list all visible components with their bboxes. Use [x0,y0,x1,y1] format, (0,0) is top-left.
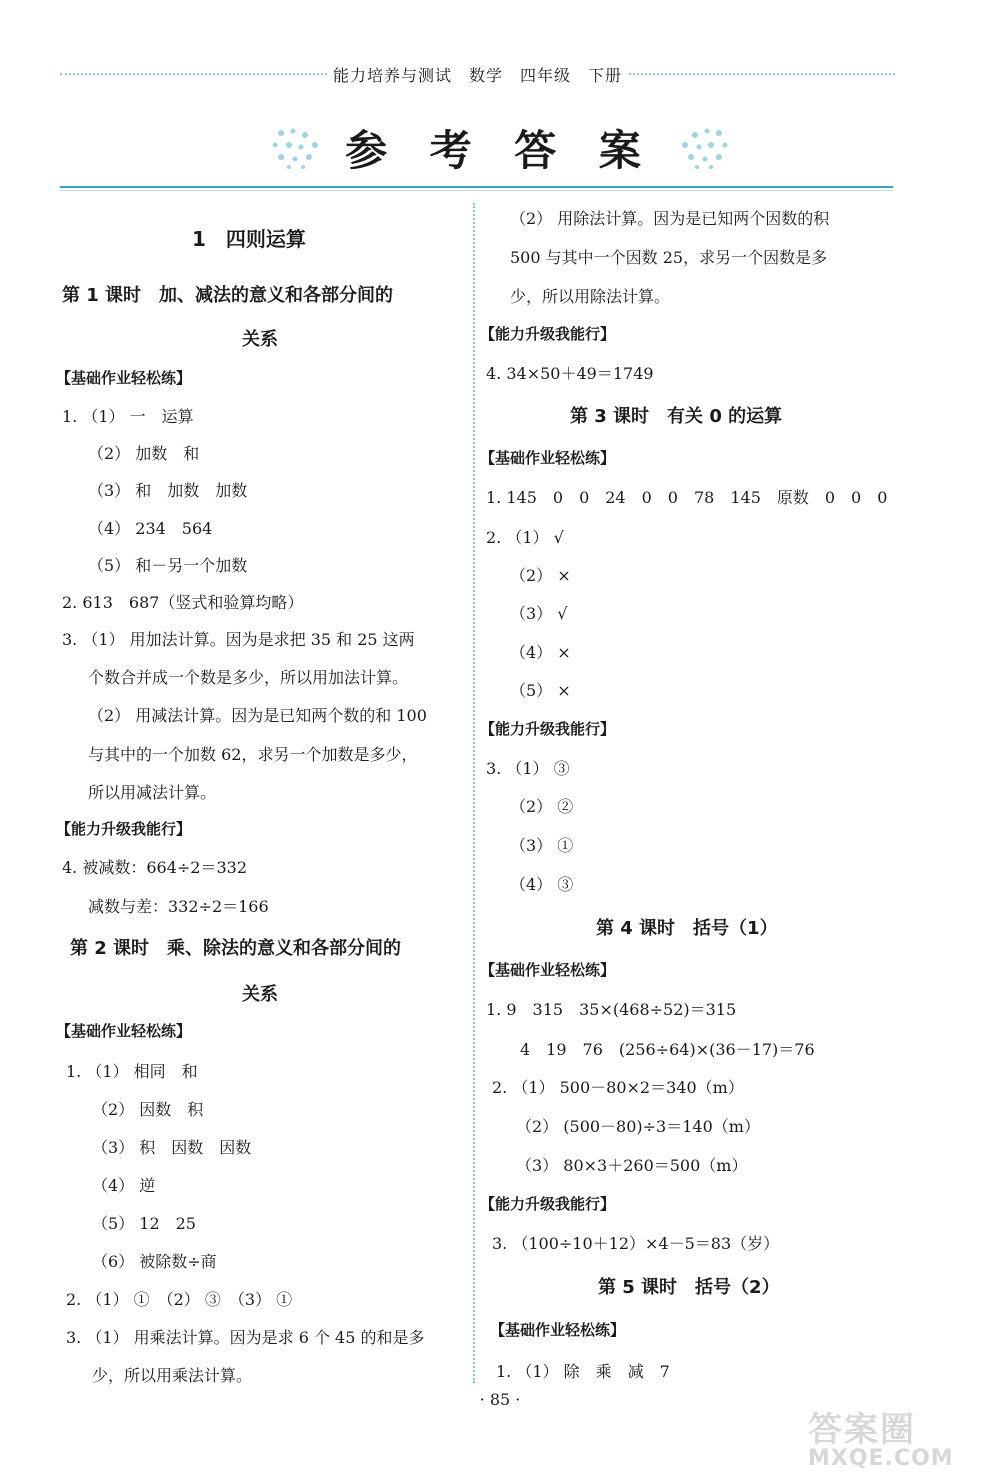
answer-line: （3） 积 因数 因数 [92,1138,252,1157]
answer-line: 3. （1） 用乘法计算。因为是求 6 个 45 的和是多 [66,1328,425,1347]
header-text: 能力培养与测试 数学 四年级 下册 [327,63,628,86]
answer-line: 500 与其中一个因数 25，求另一个因数是多 [510,248,828,267]
answer-line: 1. 9 315 35×(468÷52)＝315 [486,1000,737,1019]
answer-line: （5） 和－另一个加数 [88,556,248,575]
answer-line: 与其中的一个加数 62，求另一个加数是多少， [88,745,418,764]
decorative-dots-icon [267,123,327,173]
answer-line: 1. （1） 一 运算 [62,407,194,426]
answer-line: （3） √ [510,604,568,623]
answer-line: 少，所以用乘法计算。 [92,1366,253,1385]
answer-line: 少，所以用除法计算。 [510,287,671,306]
answer-line: （5） 12 25 [92,1214,196,1233]
answer-line: 1. 145 0 0 24 0 0 78 145 原数 0 0 0 [486,488,888,507]
decorative-dots-icon [673,123,733,173]
answer-line: （4） ③ [510,875,574,894]
answer-line: 2. （1） 500－80×2＝340（m） [492,1078,744,1097]
answer-line: 4. 被减数：664÷2＝332 [62,858,248,877]
watermark-logo [808,1412,988,1472]
title-rule [60,186,893,188]
answer-line: （5） × [510,681,571,700]
column-divider [473,203,475,1383]
answer-line: （4） × [510,643,571,662]
answer-line: 个数合并成一个数是多少，所以用加法计算。 [88,668,409,687]
lesson-heading: 关系 [242,329,278,350]
answer-line: （3） 80×3＋260＝500（m） [516,1156,748,1175]
section-tag: 【基础作业轻松练】 [56,1022,192,1040]
answer-line: 1. （1） 除 乘 减 7 [496,1362,670,1381]
answer-line: （2） 加数 和 [88,444,200,463]
answer-line: 4. 34×50＋49＝1749 [486,364,654,383]
answer-line: （4） 逆 [92,1176,156,1195]
section-tag: 【基础作业轻松练】 [56,369,192,387]
answer-line: 2. （1） √ [486,528,564,547]
lesson-heading: 第 3 课时 有关 0 的运算 [570,406,783,427]
answer-line: （2） 因数 积 [92,1100,204,1119]
answer-line: （4） 234 564 [88,519,213,538]
answer-line: （2） 用减法计算。因为是已知两个数的和 100 [88,706,427,725]
section-tag: 【能力升级我能行】 [480,325,616,343]
section-tag: 【能力升级我能行】 [480,1195,616,1213]
running-header [60,62,895,86]
answer-line: （3） 和 加数 加数 [88,481,248,500]
answer-line: 减数与差：332÷2＝166 [88,897,269,916]
title-rule-light [60,190,893,191]
watermark-line2: MXQE.COM [808,1446,954,1471]
title-area [0,118,1000,178]
answer-line: 1. （1） 相同 和 [66,1062,198,1081]
answer-line: （6） 被除数÷商 [92,1252,217,1271]
answer-line: （2） (500－80)÷3＝140（m） [516,1117,760,1136]
answer-line: （2） ② [510,797,574,816]
page-number: · 85 · [479,1390,521,1409]
chapter-heading: 1 四则运算 [192,227,306,251]
lesson-heading: 第 4 课时 括号（1） [596,918,778,939]
answer-line: 3. （100÷10＋12）×4－5＝83（岁） [492,1234,780,1253]
lesson-heading: 第 1 课时 加、减法的意义和各部分间的 [62,285,394,306]
lesson-heading: 第 2 课时 乘、除法的意义和各部分间的 [70,938,402,959]
answer-line: 3. （1） ③ [486,759,570,778]
answer-line: 2. 613 687（竖式和验算均略） [62,593,304,612]
page-title: 参 考 答 案 [345,126,655,175]
answer-line: （3） ① [510,836,574,855]
section-tag: 【基础作业轻松练】 [480,961,616,979]
section-tag: 【能力升级我能行】 [480,720,616,738]
answer-line: （2） × [510,566,571,585]
section-tag: 【基础作业轻松练】 [480,449,616,467]
section-tag: 【能力升级我能行】 [56,820,192,838]
section-tag: 【基础作业轻松练】 [490,1321,626,1339]
watermark-line1: 答案圈 [808,1410,916,1450]
lesson-heading: 关系 [242,984,278,1005]
answer-line: （2） 用除法计算。因为是已知两个因数的积 [510,209,830,228]
answer-line: 4 19 76 (256÷64)×(36－17)＝76 [520,1040,815,1059]
answer-line: 所以用减法计算。 [88,783,217,802]
answer-line: 3. （1） 用加法计算。因为是求把 35 和 25 这两 [62,630,415,649]
answer-line: 2. （1） ① （2） ③ （3） ① [66,1290,293,1309]
lesson-heading: 第 5 课时 括号（2） [598,1277,780,1298]
